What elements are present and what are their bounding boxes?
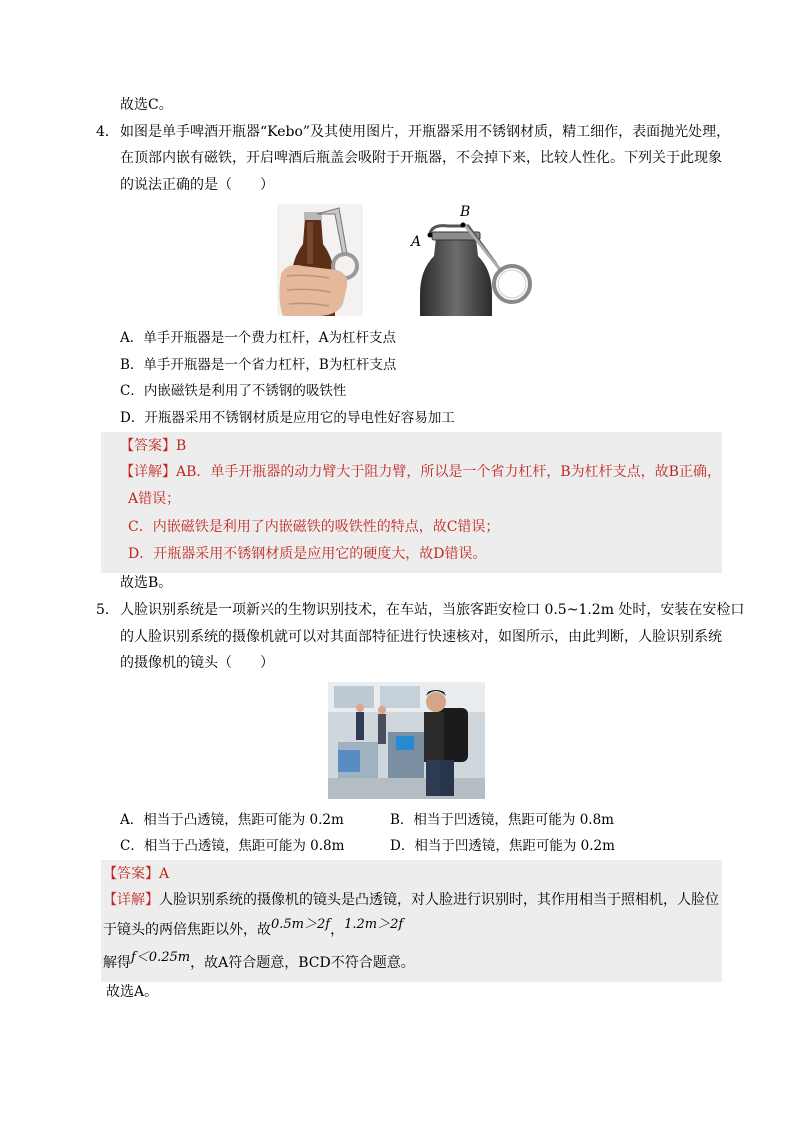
q4-detail-line-2: A错误；	[128, 491, 181, 507]
q4-detail-text-1: AB．单手开瓶器的动力臂大于阻力臂，所以是一个省力杠杆，B为杠杆支点，故B正确，	[176, 464, 721, 480]
q5-detail-text-3-suffix: ，故A符合题意，BCD不符合题意。	[190, 955, 415, 971]
q5-stem-line-1: 人脸识别系统是一项新兴的生物识别技术，在车站，当旅客距安检口 0.5~1.2m 处时，安装在安检口	[120, 602, 745, 618]
q4-detail-tag: 【详解】	[120, 464, 176, 480]
q5-detail-text-3-prefix: 解得	[103, 955, 131, 971]
q4-option-b: B．单手开瓶器是一个省力杠杆，B为杠杆支点	[120, 357, 397, 373]
q5-math-1: 0.5m＞2f	[271, 917, 331, 932]
q4-option-c: C．内嵌磁铁是利用了不锈钢的吸铁性	[120, 383, 347, 399]
q4-option-a: A．单手开瓶器是一个费力杠杆，A为杠杆支点	[120, 330, 396, 346]
q5-detail-tag: 【详解】	[103, 892, 159, 908]
q4-detail-line-3: C．内嵌磁铁是利用了内嵌磁铁的吸铁性的特点，故C错误；	[128, 519, 500, 535]
q5-number: 5．	[96, 602, 119, 618]
q5-math-3: f＜0.25m	[131, 950, 191, 965]
q5-option-b: B．相当于凹透镜，焦距可能为 0.8m	[390, 812, 614, 828]
q4-detail-line-4: D．开瓶器采用不锈钢材质是应用它的硬度大，故D错误。	[128, 546, 487, 562]
q5-math-separator: ，	[330, 922, 345, 938]
q5-detail-line-3	[103, 950, 415, 975]
q5-option-c: C．相当于凸透镜，焦距可能为 0.8m	[120, 838, 345, 854]
q5-detail-text-1: 人脸识别系统的摄像机的镜头是凸透镜，对人脸进行识别时，其作用相当于照相机，人脸位	[159, 892, 719, 908]
q4-final: 故选B。	[120, 575, 173, 591]
q5-detail-text-2: 于镜头的两倍焦距以外，故	[103, 922, 271, 938]
q4-photo-hand-bottle	[277, 204, 363, 316]
prev-answer-final: 故选C。	[120, 97, 173, 113]
q5-option-a: A．相当于凸透镜，焦距可能为 0.2m	[120, 812, 344, 828]
q5-option-d: D．相当于凹透镜，焦距可能为 0.2m	[390, 838, 615, 854]
q4-label-a: A	[411, 234, 422, 250]
q4-option-d: D．开瓶器采用不锈钢材质是应用它的导电性好容易加工	[120, 410, 455, 426]
q4-opener-diagram	[408, 204, 538, 316]
q5-answer: 【答案】A	[103, 866, 170, 882]
q5-stem-line-3: 的摄像机的镜头（ ）	[120, 655, 274, 671]
q5-detail-line-2	[103, 917, 404, 942]
q4-stem-line-1: 如图是单手啤酒开瓶器“Kebo”及其使用图片，开瓶器采用不锈钢材质，精工细作，表面抛光处理，	[120, 124, 731, 140]
q5-stem-line-2: 的人脸识别系统的摄像机就可以对其面部特征进行快速核对，如图所示，由此判断，人脸识别系统	[120, 629, 722, 645]
q4-answer: 【答案】B	[120, 438, 187, 454]
q5-detail-line-1	[103, 890, 719, 912]
q5-final: 故选A。	[106, 984, 159, 1000]
q5-photo-face-gate	[328, 682, 485, 799]
q4-number: 4．	[96, 124, 119, 140]
q4-detail-line-1	[120, 462, 721, 484]
q5-math-2: 1.2m＞2f	[344, 917, 404, 932]
q4-stem-line-3: 的说法正确的是（ ）	[120, 177, 274, 193]
q4-label-b: B	[460, 204, 471, 220]
q4-stem-line-2: 在顶部内嵌有磁铁，开启啤酒后瓶盖会吸附于开瓶器，不会掉下来，比较人性化。下列关于此现象	[120, 150, 722, 166]
